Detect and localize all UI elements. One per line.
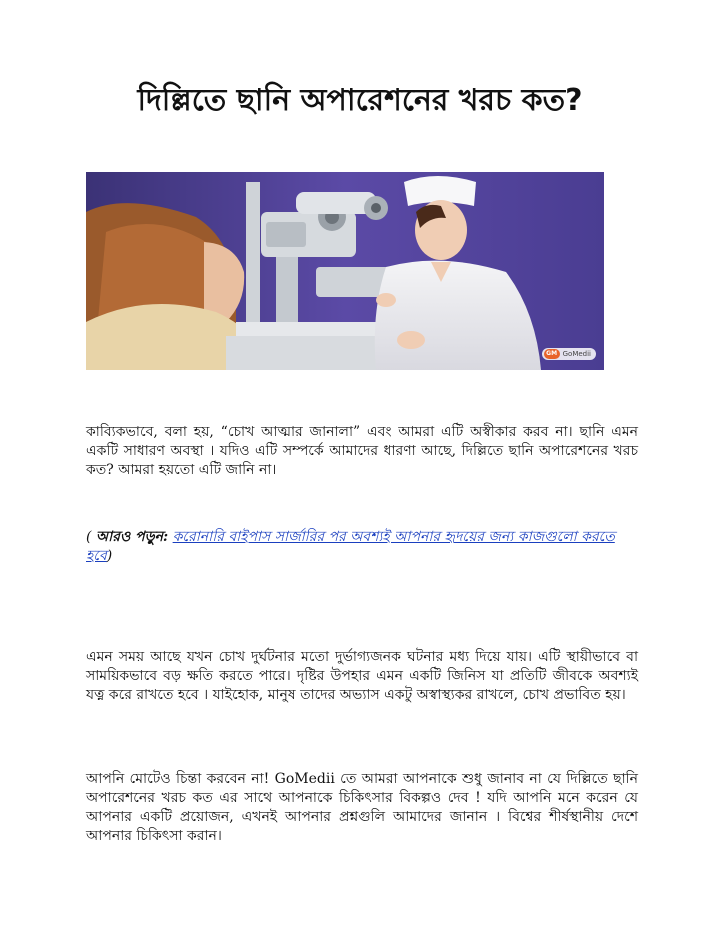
- read-more-link[interactable]: করোনারি বাইপাস সার্জারির পর অবশ্যই আপনার হৃদয়ের জন্য কাজগুলো করতে হবে: [86, 529, 615, 564]
- hero-image: [86, 172, 604, 370]
- read-more-note: [86, 528, 638, 566]
- eye-exam-illustration: [86, 172, 604, 370]
- brand-logo-icon: GM: [544, 349, 560, 359]
- gomedii-paragraph: আপনি মোটেও চিন্তা করবেন না! GoMedii তে আমরা আপনাকে শুধু জানাব না যে দিল্লিতে ছানি অপারেশনের খরচ কত এর সাথে আপনাকে চিকিৎসার বিকল্পও দেব ! যদি আপনি মনে করেন যে আপনার একটি প্রয়োজন, এখনই আপনার প্রশ্নগুলি আমাদের জানান । বিশ্বের শীর্ষস্থানীয় দেশে আপনার চিকিৎসা করান।: [86, 771, 638, 844]
- brand-logo-text: GoMedii: [562, 350, 591, 358]
- intro-paragraph: কাব্যিকভাবে, বলা হয়, “চোখ আত্মার জানালা” এবং আমরা এটি অস্বীকার করব না। ছানি এমন একটি সাধারণ অবস্থা । যদিও এটি সম্পর্কে আমাদের ধারণা আছে, দিল্লিতে ছানি অপারেশনের খরচ কত? আমরা হয়তো এটি জানি না।: [86, 424, 638, 478]
- accident-paragraph: এমন সময় আছে যখন চোখ দুর্ঘটনার মতো দুর্ভাগ্যজনক ঘটনার মধ্য দিয়ে যায়। এটি স্থায়ীভাবে বা সাময়িকভাবে বড় ক্ষতি করতে পারে। দৃষ্টির উপহার এমন একটি জিনিস যা প্রতিটি জীবকে অবশ্যই যত্ন করে রাখতে হবে । যাইহোক, মানুষ তাদের অভ্যাস একটু অস্বাস্থ্যকর রাখলে, চোখ প্রভাবিত হয়।: [86, 649, 638, 703]
- brand-logo: [542, 348, 596, 360]
- read-more-close-paren: ): [106, 548, 113, 564]
- read-more-open-paren: (: [86, 529, 96, 545]
- page-title: দিল্লিতে ছানি অপারেশনের খরচ কত?: [137, 83, 583, 118]
- read-more-label: আরও পড়ুন:: [95, 529, 169, 545]
